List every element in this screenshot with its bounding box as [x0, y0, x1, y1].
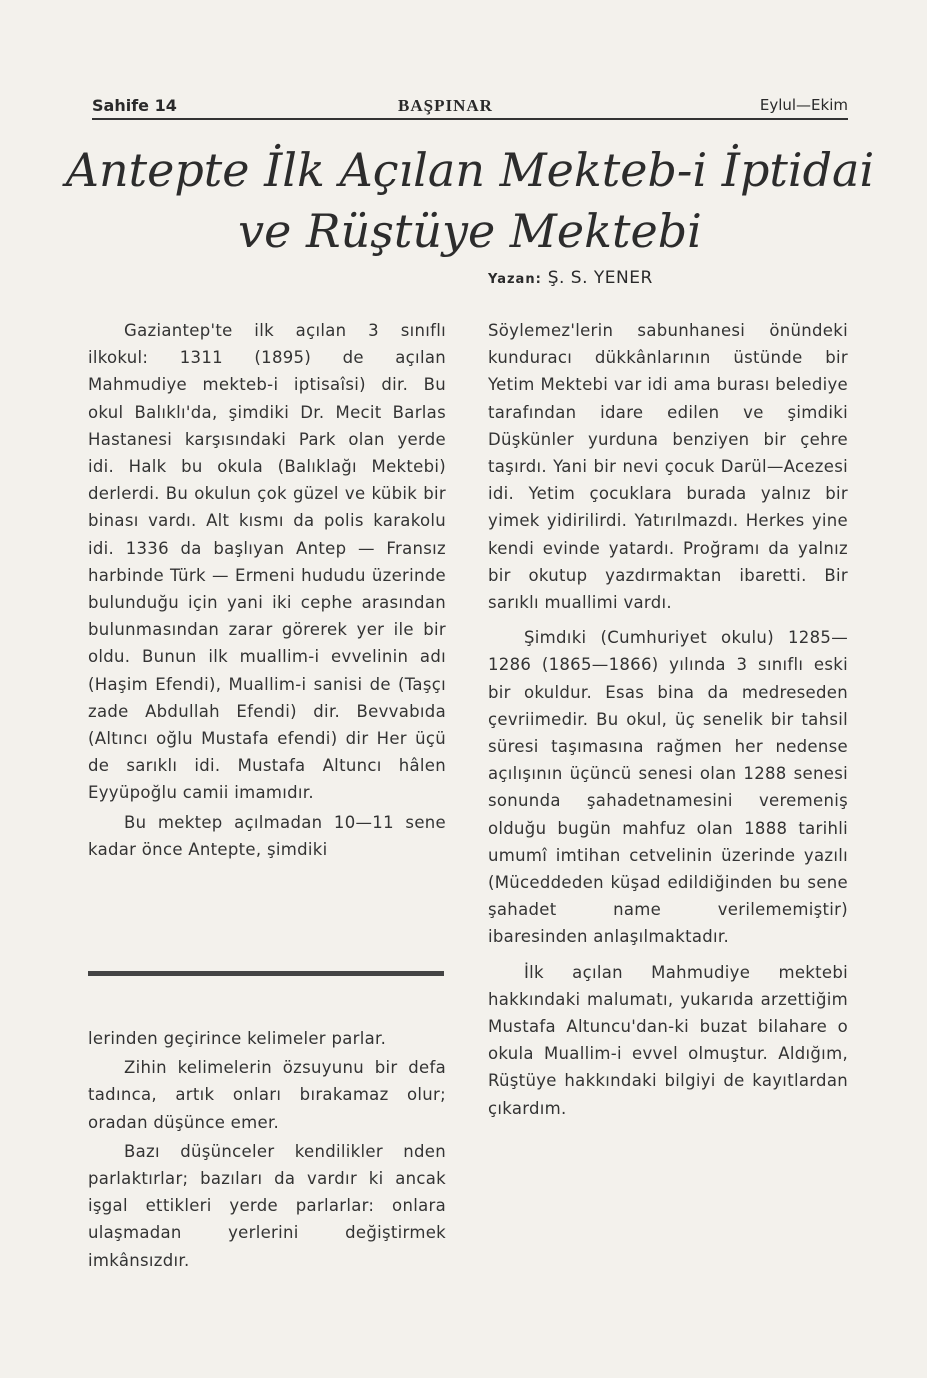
- title-line-1: Antepte İlk Açılan Mekteb-i İptidai: [65, 143, 875, 197]
- paragraph: Söylemez'lerin sabunhanesi önündeki kunduracı dükkânlarının üstünde bir Yetim Mektebi var idi ama burası belediye tarafından idare edilen ve şimdiki Düşkünler yurduna benziyen bir çehre taşırdı. Yani bir nevi çocuk Darül—Acezesi idi. Yetim çocuklara burada yalnız bir yimek yidirilirdi. Yatırılmazdı. Herkes yine kendi evinde yatardı. Proğramı da yalnız bir okutup yazdırmaktan ibaretti. Bir sarıklı muallimi vardı.: [488, 321, 848, 613]
- section-divider: [88, 971, 444, 976]
- paragraph: Gaziantep'te ilk açılan 3 sınıflı ilkokul: 1311 (1895) de açılan Mahmudiye mekteb-i iptisaîsi) dir. Bu okul Balıklı'da, şimdiki Dr. Mecit Barlas Hastanesi karşısındaki Park olan yerde idi. Halk bu okula (Balıklağı Mektebi) derlerdi. Bu okulun çok güzel ve kübik bir binası vardı. Alt kısmı da polis karakolu idi. 1336 da başlıyan Antep — Fransız harbinde Türk — Ermeni hududu üzerinde bulunduğu için yani iki cephe arasından bulunmasından zarar görerek yer ile bir oldu. Bunun ilk muallim-i evvelinin adı (Haşim Efendi), Muallim-i sanisi de (Taşçı zade Abdullah Efendi) dir. Bevvabıda (Altıncı oğlu Mustafa efendi) dir Her üçü de sarıklı idi. Mustafa Altuncı hâlen Eyyüpoğlu camii imamıdır.: [88, 321, 446, 803]
- paragraph: Zihin kelimelerin özsuyunu bir defa tadınca, artık onları bırakamaz olur; oradan düşünce emer.: [88, 1058, 446, 1132]
- paragraph: İlk açılan Mahmudiye mektebi hakkındaki malumatı, yukarıda arzettiğim Mustafa Altuncu'dan-ki buzat bilahare o okula Muallim-i evvel olmuştur. Aldığım, Rüştüye hakkındaki bilgiyi de kayıtlardan çıkardım.: [488, 962, 848, 1118]
- paragraph: Bazı düşünceler kendilikler nden parlaktırlar; bazıları da vardır ki ancak işgal ettikleri yerde parlarlar: onlara ulaşmadan yerlerini değiştirmek imkânsızdır.: [88, 1141, 446, 1270]
- magazine-name: BAŞPINAR: [398, 96, 493, 115]
- author-name: Ş. S. YENER: [547, 268, 653, 288]
- paragraph: Şimdıki (Cumhuriyet okulu) 1285—1286 (1865—1866) yılında 3 sınıflı eski bir okuldur. Esas bina da medreseden çevriimedir. Bu okul, üç senelik bir tahsil süresi taşımasına rağmen her nedense açılışının üçüncü senesi olan 1288 senesi sonunda şahadetnamesini veremeniş olduğu bugün mahfuz olan 1888 tarihli umumî imtihan cetvelinin üzerinde yazılı (Müceddeden küşad edildiğinden bu sene şahadet name verilememiştir) ibaresinden anlaşılmaktadır.: [488, 628, 848, 947]
- author-label: Yazan:: [488, 272, 542, 287]
- paragraph: Bu mektep açılmadan 10—11 sene kadar önce Antepte, şimdiki: [88, 812, 446, 859]
- right-column: [488, 317, 848, 1122]
- paragraph: lerinden geçirince kelimeler parlar.: [88, 1029, 387, 1048]
- title-line-2: ve Rüştüye Mektebi: [238, 204, 702, 258]
- author-byline: [488, 268, 653, 288]
- issue-date: Eylul—Ekim: [759, 96, 848, 114]
- continuation-column: [88, 1025, 446, 1274]
- left-column: [88, 317, 446, 863]
- page-number: Sahife 14: [92, 96, 177, 115]
- article-title: [60, 140, 880, 262]
- page-header: [92, 96, 848, 120]
